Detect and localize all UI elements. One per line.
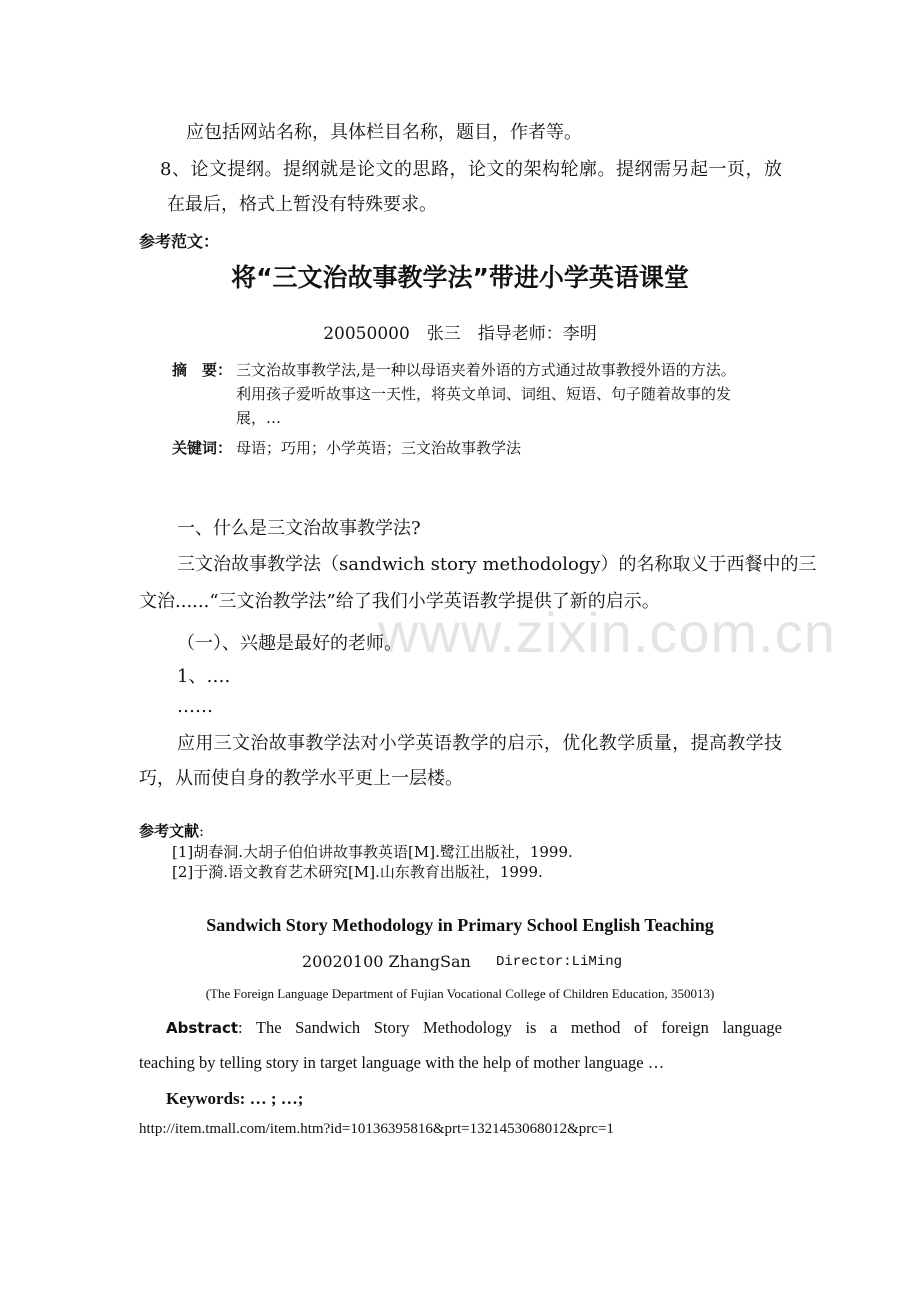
references-colon: : <box>199 822 205 840</box>
english-title: Sandwich Story Methodology in Primary School English Teaching <box>206 915 714 935</box>
author-byline: 20050000 张三 指导老师：李明 <box>323 324 597 344</box>
paper-title: 将“三文治故事教学法”带进小学英语课堂 <box>231 263 689 292</box>
references-heading <box>139 820 204 841</box>
english-byline-director: Director:LiMing <box>496 954 623 970</box>
source-url[interactable]: http://item.tmall.com/item.htm?id=10136395816&prt=1321453068012&prc=1 <box>139 1121 614 1137</box>
abstract-line: 展，… <box>236 409 282 427</box>
abstract-label: 摘 要： <box>172 361 233 379</box>
body-paragraph-line: 巧，从而使自身的教学水平更上一层楼。 <box>139 768 463 789</box>
english-byline-name: 20020100 ZhangSan <box>302 952 471 971</box>
reference-item: [1]胡春洞.大胡子伯伯讲故事教英语[M].鹭江出版社，1999. <box>172 843 573 861</box>
outline-item-line1: 8、论文提纲。提纲就是论文的思路，论文的架构轮廓。提纲需另起一页，放 <box>160 159 782 180</box>
english-abstract-line2: teaching by telling story in target language with the help of mother language … <box>139 1053 665 1072</box>
references-label: 参考文献 <box>139 822 200 840</box>
reference-item: [2]于漪.语文教育艺术研究[M].山东教育出版社，1999. <box>172 863 543 881</box>
ellipsis-line: …… <box>177 696 213 717</box>
abstract-line: 三文治故事教学法,是一种以母语夹着外语的方式通过故事教授外语的方法。 <box>236 361 736 379</box>
body-paragraph-line: 文治......“三文治教学法”给了我们小学英语教学提供了新的启示。 <box>139 591 660 612</box>
body-paragraph-line: 应用三文治故事教学法对小学英语教学的启示，优化教学质量，提高教学技 <box>177 733 782 754</box>
intro-line: 应包括网站名称，具体栏目名称，题目，作者等。 <box>186 122 582 143</box>
abstract-line: 利用孩子爱听故事这一天性，将英文单词、词组、短语、句子随着故事的发 <box>236 385 732 403</box>
keywords-label: 关键词： <box>172 439 233 457</box>
body-paragraph-line: 三文治故事教学法（sandwich story methodology）的名称取义于西餐中的三 <box>177 554 817 575</box>
section-heading: 一、什么是三文治故事教学法? <box>177 518 421 539</box>
subsection-heading: （一）、兴趣是最好的老师。 <box>177 633 402 654</box>
english-abstract-line1 <box>166 1018 782 1038</box>
keywords-text: 母语；巧用；小学英语；三文治故事教学法 <box>236 439 522 457</box>
watermark: www.zixin.com.cn <box>378 601 836 664</box>
english-keywords: Keywords: … ; …; <box>166 1089 304 1108</box>
list-item: 1、…. <box>177 666 231 687</box>
sample-label: 参考范文： <box>139 232 220 251</box>
english-abstract-label: Abstract <box>166 1019 239 1037</box>
english-abstract-text: : The Sandwich Story Methodology is a method of foreign language <box>238 1018 782 1037</box>
outline-item-line2: 在最后，格式上暂没有特殊要求。 <box>167 194 437 215</box>
english-affiliation: (The Foreign Language Department of Fujian Vocational College of Children Education, 350013) <box>205 986 715 1001</box>
